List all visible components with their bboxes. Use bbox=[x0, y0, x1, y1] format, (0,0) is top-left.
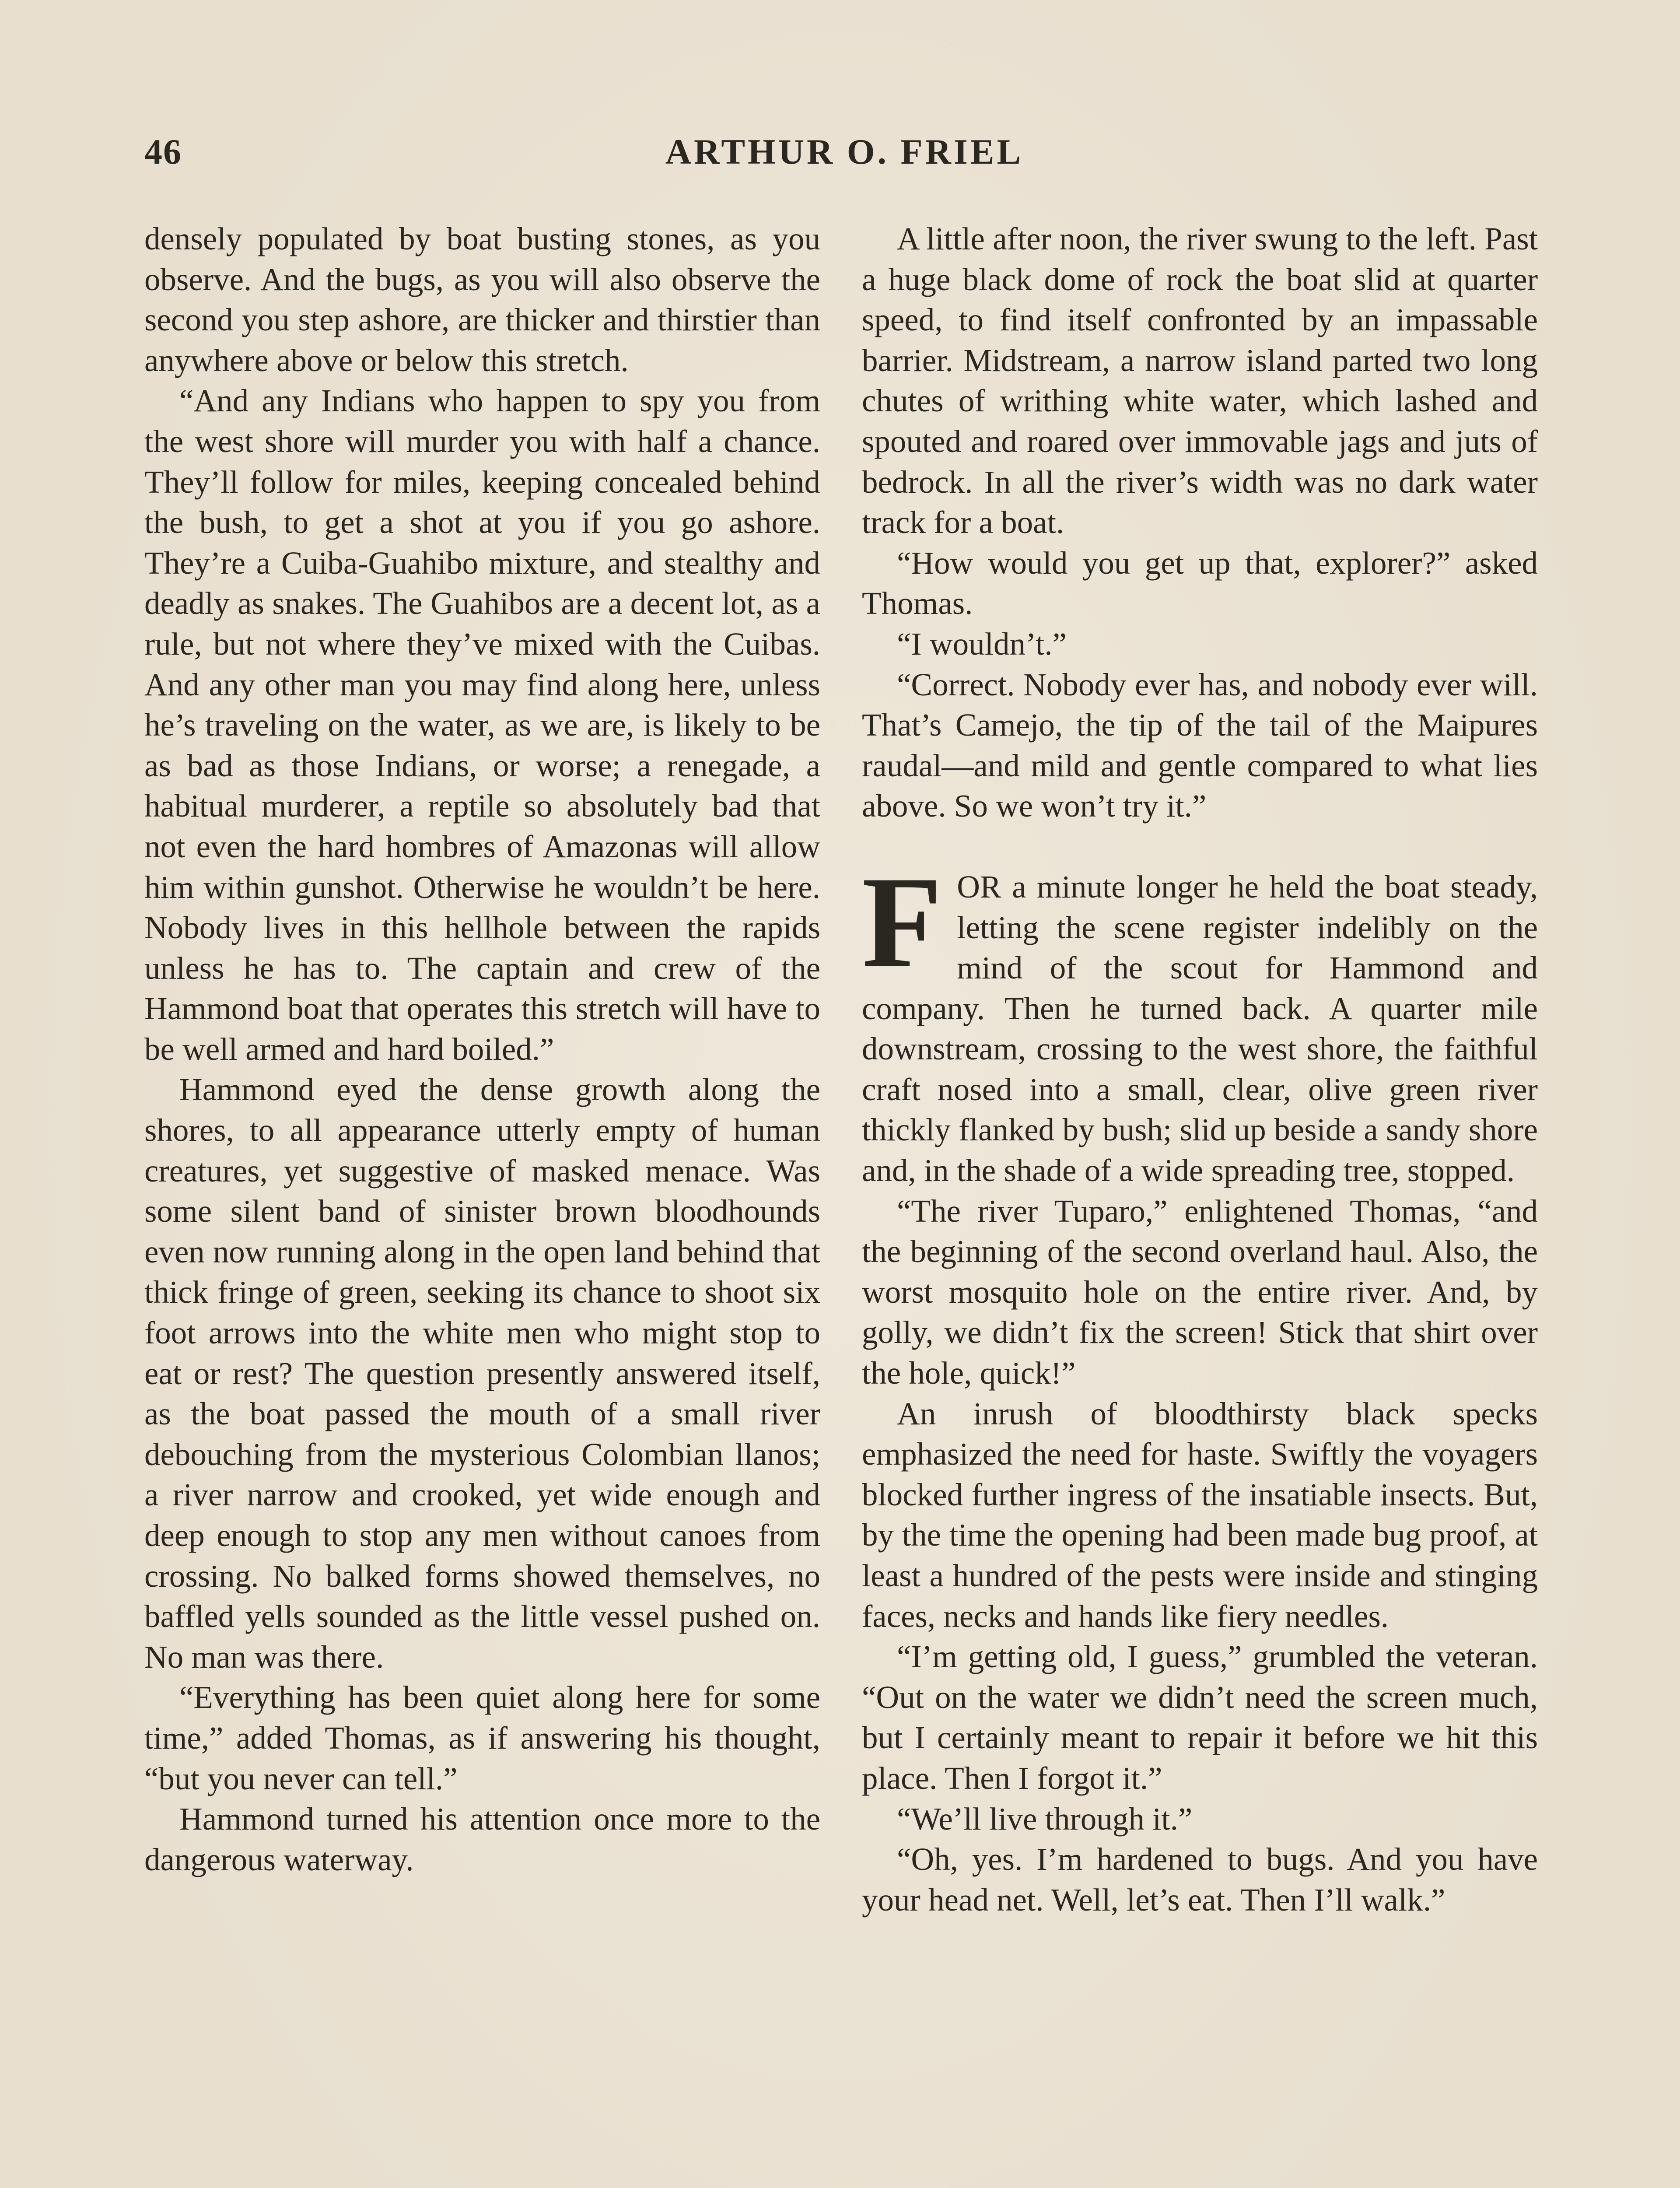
paragraph: Hammond eyed the dense growth along the shores, to all appearance utterly empty of human creatures, yet suggestive of masked menace. Was some silent band of sinister brown bloodhounds even now running along in the open land behind that thick fringe of green, seeking its chance to shoot six foot arrows into the white men who might stop to eat or rest? The question presently answered itself, as the boat passed the mouth of a small river debouching from the mysterious Colombian llanos; a river narrow and crooked, yet wide enough and deep enough to stop any men without canoes from crossing. No balked forms showed themselves, no baffled yells sounded as the little vessel pushed on. No man was there. bbox=[144, 1072, 820, 1675]
running-head: ARTHUR O. FRIEL bbox=[665, 132, 1024, 172]
drop-cap: F bbox=[862, 849, 942, 995]
paragraph: Hammond turned his attention once more to the dangerous waterway. bbox=[144, 1801, 820, 1877]
section-opening-text: a minute longer he held the boat steady, letting the scene register indelibly on the mind of the scout for Hammond and company. Then he turned back. A quarter mile downstream, crossing to the west shore, the faithful craft nosed into a small, clear, olive green river thickly flanked by bush; slid up beside a sandy shore and, in the shade of a wide spreading tree, stopped. bbox=[862, 869, 1538, 1189]
left-column bbox=[144, 219, 820, 1880]
page-number: 46 bbox=[144, 132, 182, 172]
paragraph: “We’ll live through it.” bbox=[897, 1801, 1193, 1837]
lead-in: OR bbox=[957, 869, 1001, 905]
paragraph: An inrush of bloodthirsty black specks emphasized the need for haste. Swiftly the voyagers blocked further ingress of the insatiable insects. But, by the time the opening had been made bug proof, at least a hundred of the pests were inside and stinging faces, necks and hands like fiery needles. bbox=[862, 1396, 1538, 1634]
paragraph: “How would you get up that, explorer?” asked Thomas. bbox=[862, 545, 1538, 621]
paragraph: “The river Tuparo,” enlightened Thomas, “and the beginning of the second overland haul. Also, the worst mosquito hole on the entire river. And, by golly, we didn’t fix the screen! Stick that shirt over the hole, quick!” bbox=[862, 1193, 1538, 1391]
paragraph: “Oh, yes. I’m hardened to bugs. And you have your head net. Well, let’s eat. Then I’ll walk.” bbox=[862, 1841, 1538, 1918]
right-column bbox=[862, 219, 1538, 1920]
paragraph: “Everything has been quiet along here for some time,” added Thomas, as if answering his thought, “but you never can tell.” bbox=[144, 1680, 820, 1796]
paragraph: “I’m getting old, I guess,” grumbled the veteran. “Out on the water we didn’t need the screen much, but I certainly meant to repair it before we hit this place. Then I forgot it.” bbox=[862, 1639, 1538, 1796]
paragraph: “Correct. Nobody ever has, and nobody ever will. That’s Camejo, the tip of the tail of the Maipures raudal—and mild and gentle compared to what lies above. So we won’t try it.” bbox=[862, 666, 1538, 824]
paragraph: A little after noon, the river swung to the left. Past a huge black dome of rock the boat slid at quarter speed, to find itself confronted by an impassable barrier. Midstream, a narrow island parted two long chutes of writhing white water, which lashed and spouted and roared over immovable jags and juts of bedrock. In all the river’s width was no dark water track for a boat. bbox=[862, 221, 1538, 540]
paragraph: “I wouldn’t.” bbox=[897, 626, 1067, 662]
paragraph: “And any Indians who happen to spy you from the west shore will murder you with half a chance. They’ll follow for miles, keeping concealed behind the bush, to get a shot at you if you go ashore. They’re a Cuiba-Guahibo mixture, and stealthy and deadly as snakes. The Guahibos are a decent lot, as a rule, but not where they’ve mixed with the Cuibas. And any other man you may find along here, unless he’s traveling on the water, as we are, is likely to be as bad as those Indians, or worse; a renegade, a habitual murderer, a reptile so absolutely bad that not even the hard hombres of Amazonas will allow him within gunshot. Otherwise he wouldn’t be here. Nobody lives in this hellhole between the rapids unless he has to. The captain and crew of the Hammond boat that operates this stretch will have to be well armed and hard boiled.” bbox=[144, 383, 820, 1067]
paragraph: densely populated by boat busting stones, as you observe. And the bugs, as you will also observe the second you step ashore, are thicker and thirstier than anywhere above or below this stretch. bbox=[144, 221, 820, 378]
page-header bbox=[144, 131, 1544, 184]
section-opening-paragraph bbox=[862, 849, 1538, 1191]
